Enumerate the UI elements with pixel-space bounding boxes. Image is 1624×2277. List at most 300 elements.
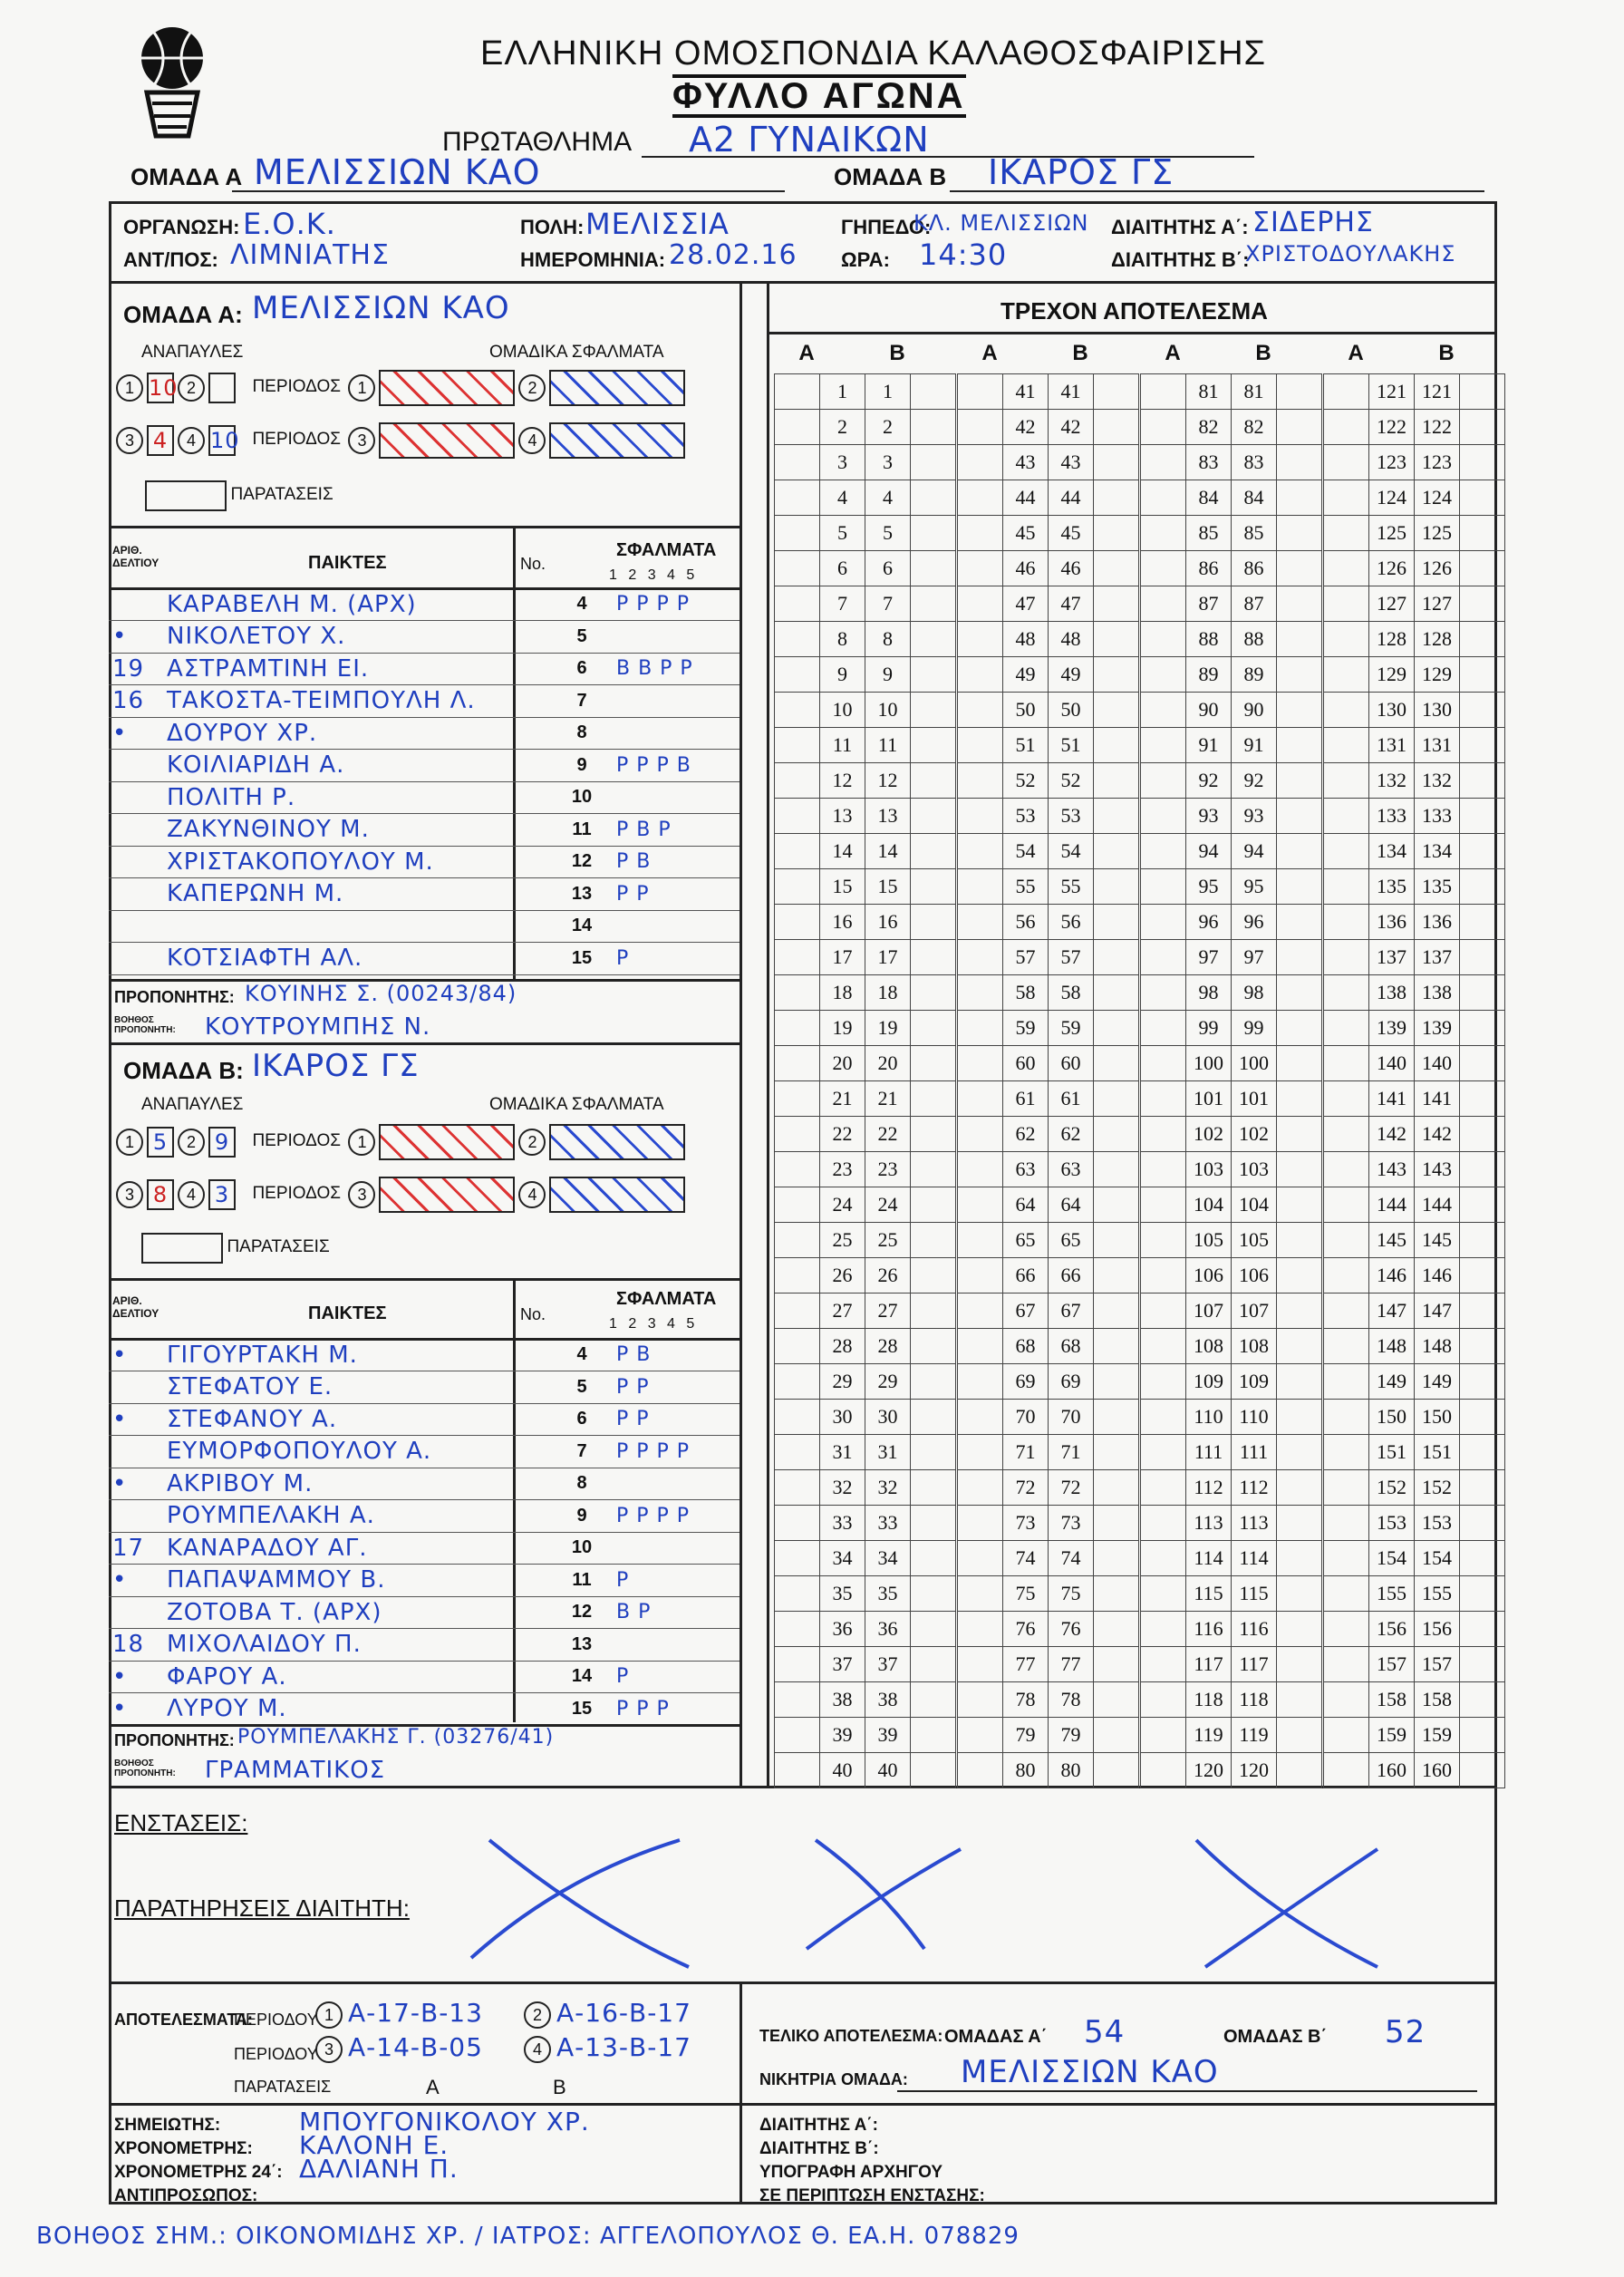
score-cell: 37 [865,1647,911,1682]
score-cell: 142 [1369,1117,1415,1152]
score-cell [1277,1152,1322,1187]
score-cell [1324,1718,1369,1753]
score-cell [911,1258,956,1294]
score-cell [1094,1152,1139,1187]
team-b-timeouts-label: ΑΝΑΠΑΥΛΕΣ [141,1095,244,1114]
score-cell [1277,1011,1322,1046]
score-cell: 80 [1003,1753,1049,1788]
player-number: 9 [576,1505,587,1526]
results-p1: Α-17-Β-13 [348,1998,483,2028]
score-cell [958,622,1003,657]
footer-note: ΒΟΗΘΟΣ ΣΗΜ.: ΟΙΚΟΝΟΜΙΔΗΣ ΧΡ. / ΙΑΤΡΟΣ: ΑΓΓΕΛΟΠΟΥΛΟΣ Θ. ΕΑ.Η. 078829 [36,2223,1020,2250]
score-cell: 31 [865,1435,911,1470]
score-cell [1277,763,1322,799]
score-cell: 39 [820,1718,865,1753]
team-a-coach-label: ΠΡΟΠΟΝΗΤΗΣ: [114,988,235,1006]
player-name: ΚΑΝΑΡΑΔΟΥ ΑΓ. [167,1534,368,1562]
score-cell [911,1682,956,1718]
player-fouls: P [616,946,630,970]
score-cell [911,1364,956,1400]
score-cell: 29 [820,1364,865,1400]
score-cell: 72 [1003,1470,1049,1506]
score-cell: 4 [865,480,911,516]
player-fouls: P P P B [616,753,691,777]
score-cell: 85 [1186,516,1232,551]
score-cell [1094,1364,1139,1400]
score-cell [958,374,1003,410]
player-licence: 16 [112,687,145,714]
score-cell: 18 [865,975,911,1011]
score-cell: 142 [1415,1117,1460,1152]
score-cell [1460,1435,1505,1470]
score-cell: 126 [1369,551,1415,586]
score-cell: 51 [1049,728,1094,763]
score-col-a: Α [981,341,998,365]
scorer-value: ΜΠΟΥΓΟΝΙΚΟΛΟΥ ΧΡ. [299,2107,590,2137]
score-cell [1094,1329,1139,1364]
score-cell [1460,1187,1505,1223]
score-cell: 157 [1415,1647,1460,1682]
score-cell [1324,1435,1369,1470]
timer24-value: ΔΑΛΙΑΝΗ Π. [299,2154,459,2184]
score-cell [775,1364,820,1400]
score-cell: 42 [1003,410,1049,445]
score-cell: 122 [1415,410,1460,445]
score-cell [911,586,956,622]
score-cell: 119 [1232,1718,1277,1753]
score-cell [911,1541,956,1576]
score-cell: 91 [1186,728,1232,763]
score-cell: 112 [1186,1470,1232,1506]
score-cell [1460,1647,1505,1682]
score-cell: 11 [865,728,911,763]
score-cell [1277,1046,1322,1081]
score-cell: 10 [865,693,911,728]
score-cell: 47 [1049,586,1094,622]
score-cell: 115 [1186,1576,1232,1612]
score-cell: 146 [1415,1258,1460,1294]
score-cell: 69 [1049,1364,1094,1400]
score-cell [1141,799,1186,834]
score-cell [1094,1506,1139,1541]
team-a-col-no: No. [520,555,546,573]
timer24-label: ΧΡΟΝΟΜΕΤΡΗΣ 24΄: [114,2163,283,2182]
score-cell: 1 [820,374,865,410]
score-cell [958,445,1003,480]
score-cell [1094,1612,1139,1647]
score-cell [775,1081,820,1117]
score-cell: 50 [1003,693,1049,728]
score-cell: 136 [1415,905,1460,940]
score-cell: 159 [1415,1718,1460,1753]
score-cell [1277,480,1322,516]
score-cell: 21 [865,1081,911,1117]
score-cell [1094,1647,1139,1682]
player-number: 6 [576,658,587,678]
score-cell: 7 [865,586,911,622]
score-cell [1460,1117,1505,1152]
player-name: ΖΟΤΟΒΑ Τ. (ΑΡΧ) [167,1598,382,1626]
score-cell: 95 [1186,869,1232,905]
score-cell: 115 [1232,1576,1277,1612]
final-label: ΤΕΛΙΚΟ ΑΠΟΤΕΛΕΣΜΑ: [759,2027,943,2045]
score-cell [1324,1753,1369,1788]
score-cell: 100 [1186,1046,1232,1081]
score-cell [775,1294,820,1329]
score-cell: 120 [1232,1753,1277,1788]
score-cell: 68 [1049,1329,1094,1364]
score-cell [775,975,820,1011]
score-cell: 140 [1369,1046,1415,1081]
player-number: 12 [571,1602,593,1622]
score-cell: 33 [865,1506,911,1541]
score-cell: 93 [1232,799,1277,834]
score-cell: 65 [1049,1223,1094,1258]
score-cell: 109 [1232,1364,1277,1400]
score-cell [1324,975,1369,1011]
score-cell: 73 [1049,1506,1094,1541]
score-cell: 114 [1186,1541,1232,1576]
score-cell [1094,1294,1139,1329]
score-cell: 143 [1415,1152,1460,1187]
score-cell: 19 [820,1011,865,1046]
player-name: ΕΥΜΟΡΦΟΠΟΥΛΟΥ Α. [167,1438,432,1465]
score-cell [1460,1470,1505,1506]
score-cell [1324,1152,1369,1187]
score-cell [1324,693,1369,728]
score-cell [1277,622,1322,657]
score-cell: 20 [820,1046,865,1081]
player-name: ΚΟΤΣΙΑΦΤΗ ΑΛ. [167,945,363,972]
score-cell: 139 [1415,1011,1460,1046]
score-cell [1460,1046,1505,1081]
score-cell: 90 [1232,693,1277,728]
score-cell [1460,410,1505,445]
score-cell [1460,445,1505,480]
score-cell [775,799,820,834]
player-row [112,1597,651,1627]
score-cell [1094,1753,1139,1788]
score-cell: 94 [1232,834,1277,869]
score-cell: 116 [1186,1612,1232,1647]
score-cell: 67 [1003,1294,1049,1329]
score-cell: 16 [865,905,911,940]
final-team-a-score: 54 [1084,2014,1126,2050]
player-row [112,589,690,619]
score-cell: 96 [1186,905,1232,940]
score-cell [911,693,956,728]
score-cell: 83 [1186,445,1232,480]
score-cell [775,940,820,975]
score-cell [1324,869,1369,905]
score-cell: 157 [1369,1647,1415,1682]
court-value: ΚΛ. ΜΕΛΙΣΣΙΩΝ [914,210,1089,236]
player-number: 11 [572,819,592,839]
score-cell [911,374,956,410]
score-cell: 58 [1003,975,1049,1011]
official-rep-label: ΑΝΤΙΠΡΟΣΩΠΟΣ: [114,2186,258,2205]
score-cell: 48 [1003,622,1049,657]
score-cell [1141,1364,1186,1400]
score-cell [1141,374,1186,410]
score-cell [1324,1081,1369,1117]
player-fouls: P P P P [616,1439,691,1463]
score-cell [958,1011,1003,1046]
score-cell: 144 [1415,1187,1460,1223]
score-cell [1324,1046,1369,1081]
player-name: ΣΤΕΦΑΤΟΥ Ε. [167,1373,334,1400]
score-cell [1094,480,1139,516]
score-cell [958,763,1003,799]
score-cell [958,1187,1003,1223]
score-cell: 40 [865,1753,911,1788]
score-cell: 48 [1049,622,1094,657]
player-licence: • [112,1469,128,1497]
score-cell: 74 [1003,1541,1049,1576]
final-team-b-label: ΟΜΑΔΑΣ Β΄ [1223,2027,1328,2047]
score-cell [775,480,820,516]
sign-captain-label: ΥΠΟΓΡΑΦΗ ΑΡΧΗΓΟΥ [759,2163,943,2182]
player-name: ΑΚΡΙΒΟΥ Μ. [167,1469,314,1497]
score-cell: 113 [1232,1506,1277,1541]
team-a-col-licence: ΑΡΙΘ. ΔΕΛΤΙΟΥ [112,544,160,569]
score-cell [911,1718,956,1753]
score-cell: 126 [1415,551,1460,586]
rep-label: ΑΝΤ/ΠΟΣ: [123,248,218,271]
player-fouls: P B [616,850,652,873]
score-cell [775,1046,820,1081]
sign-protest-label: ΣΕ ΠΕΡΙΠΤΩΣΗ ΕΝΣΤΑΣΗΣ: [759,2186,985,2205]
timer-value: ΚΑΛΟΝΗ Ε. [299,2130,450,2160]
team-b-timeouts-row2: 3 8 4 3 ΠΕΡΙΟΔΟΣ 3 4 [112,1177,685,1213]
score-cell [1324,1647,1369,1682]
score-cell: 52 [1003,763,1049,799]
championship-label: ΠΡΩΤΑΘΛΗΜΑ [442,127,633,157]
results-period-label-1: ΠΕΡΙΟΔΟΥ [234,2011,318,2029]
score-cell: 154 [1415,1541,1460,1576]
score-cell [1094,657,1139,693]
score-cell: 2 [865,410,911,445]
score-cell [1277,1576,1322,1612]
player-name: ΦΑΡΟΥ Α. [167,1662,287,1691]
score-cell [1460,1364,1505,1400]
team-b-timeout-3: 8 [147,1179,174,1210]
score-cell [911,975,956,1011]
score-cell [775,1647,820,1682]
player-number: 8 [576,1473,587,1493]
score-cell [1141,622,1186,657]
player-licence: • [112,1405,128,1433]
score-cell [1141,480,1186,516]
score-cell [775,1152,820,1187]
player-number: 10 [571,1537,593,1557]
player-fouls: P B [616,1343,652,1366]
score-cell [911,1576,956,1612]
score-cell [775,693,820,728]
score-cell: 120 [1186,1753,1232,1788]
score-cell [911,480,956,516]
score-cell: 57 [1049,940,1094,975]
score-cell: 58 [1049,975,1094,1011]
score-cell [1324,1329,1369,1364]
federation-logo [127,22,218,140]
score-cell: 7 [820,586,865,622]
score-cell: 121 [1369,374,1415,410]
score-cell: 8 [820,622,865,657]
player-row [112,879,650,909]
score-cell: 73 [1003,1506,1049,1541]
score-cell [911,1506,956,1541]
team-a-asst: ΚΟΥΤΡΟΥΜΠΗΣ Ν. [205,1013,431,1041]
score-cell: 145 [1415,1223,1460,1258]
score-cell [775,728,820,763]
score-cell [1094,940,1139,975]
score-cell [1094,834,1139,869]
score-cell [911,1470,956,1506]
score-cell: 111 [1186,1435,1232,1470]
score-cell: 152 [1415,1470,1460,1506]
score-cell [1277,940,1322,975]
score-cell: 84 [1186,480,1232,516]
score-cell [775,905,820,940]
score-cell [911,1400,956,1435]
score-cell: 84 [1232,480,1277,516]
score-cell: 92 [1232,763,1277,799]
score-cell [1277,410,1322,445]
score-cell: 60 [1003,1046,1049,1081]
player-name: ΠΑΠΑΨΑΜΜΟΥ Β. [167,1566,386,1594]
score-cell [911,1223,956,1258]
score-cell [1141,693,1186,728]
sign-ref2-label: ΔΙΑΙΤΗΤΗΣ Β΄: [759,2139,879,2158]
score-cell [911,940,956,975]
player-name: ΣΤΕΦΑΝΟΥ Α. [167,1405,338,1433]
score-cell [1324,1576,1369,1612]
winner-label: ΝΙΚΗΤΡΙΑ ΟΜΑΔΑ: [759,2070,908,2088]
winner-value: ΜΕΛΙΣΣΙΩΝ ΚΑΟ [961,2054,1219,2090]
score-cell: 136 [1369,905,1415,940]
score-col-b: Β [1072,341,1088,365]
team-b-asst-label: ΒΟΗΘΟΣ ΠΡΟΠΟΝΗΤΗ: [114,1759,176,1778]
score-cell: 22 [865,1117,911,1152]
score-cell [911,1081,956,1117]
score-cell [958,728,1003,763]
score-cell [1094,1117,1139,1152]
score-cell [1094,1223,1139,1258]
score-cell [1277,728,1322,763]
score-cell [1094,763,1139,799]
player-number: 14 [571,1666,593,1686]
results-ot-a: Α [426,2076,440,2098]
score-cell [911,869,956,905]
score-cell [1094,1081,1139,1117]
player-name: ΚΟΙΛΙΑΡΙΔΗ Α. [167,751,345,779]
player-fouls: P P P [616,1697,670,1720]
score-cell: 36 [865,1612,911,1647]
score-cell [958,657,1003,693]
score-cell: 151 [1415,1435,1460,1470]
score-cell [1277,1682,1322,1718]
score-cell: 54 [1049,834,1094,869]
player-row [112,815,672,845]
score-cell: 96 [1232,905,1277,940]
player-row [112,911,616,941]
score-cell [1460,1152,1505,1187]
score-cell [1324,480,1369,516]
score-cell [1460,586,1505,622]
score-cell [1141,1187,1186,1223]
score-cell: 148 [1415,1329,1460,1364]
player-fouls: P P [616,882,650,906]
team-b-label: ΟΜΑΔΑ Β [834,163,947,190]
sign-ref1-label: ΔΙΑΙΤΗΤΗΣ Α΄: [759,2116,878,2135]
score-cell [1094,410,1139,445]
score-cell [958,1329,1003,1364]
score-cell: 71 [1003,1435,1049,1470]
score-cell [1277,799,1322,834]
score-cell [911,1329,956,1364]
score-cell: 81 [1186,374,1232,410]
player-number: 4 [576,1344,587,1364]
score-cell: 64 [1003,1187,1049,1223]
score-cell: 76 [1049,1612,1094,1647]
score-cell [1460,693,1505,728]
score-cell: 134 [1369,834,1415,869]
score-cell: 21 [820,1081,865,1117]
score-cell: 8 [865,622,911,657]
score-cell [1277,551,1322,586]
score-cell: 49 [1049,657,1094,693]
score-cell: 138 [1369,975,1415,1011]
score-cell: 103 [1186,1152,1232,1187]
score-cell: 91 [1232,728,1277,763]
score-cell: 124 [1369,480,1415,516]
score-cell: 125 [1415,516,1460,551]
score-cell [1324,940,1369,975]
score-cell: 132 [1415,763,1460,799]
team-b-timeout-4: 3 [208,1179,236,1210]
score-cell [1094,1718,1139,1753]
score-col-b: Β [889,341,905,365]
score-cell: 118 [1186,1682,1232,1718]
score-cell: 44 [1049,480,1094,516]
score-cell [1094,1541,1139,1576]
score-cell: 1 [865,374,911,410]
score-cell: 22 [820,1117,865,1152]
player-number: 8 [576,722,587,742]
sheet-title: ΦΥΛΛΟ ΑΓΩΝΑ [672,76,966,116]
score-cell [1460,551,1505,586]
score-cell: 83 [1232,445,1277,480]
score-cell [1277,1506,1322,1541]
score-cell: 143 [1369,1152,1415,1187]
score-cell [1460,905,1505,940]
score-cell [1141,869,1186,905]
date-value: 28.02.16 [669,239,798,271]
team-b-timeouts-row1: 1 5 2 9 ΠΕΡΙΟΔΟΣ 1 2 [112,1124,685,1160]
score-cell [958,1364,1003,1400]
score-cell: 62 [1003,1117,1049,1152]
score-cell: 127 [1415,586,1460,622]
score-cell [1324,374,1369,410]
rep-value: ΛΙΜΝΙΑΤΗΣ [230,239,390,271]
score-cell [1277,869,1322,905]
score-cell [1277,1647,1322,1682]
player-fouls: P P [616,1408,650,1430]
score-cell: 39 [865,1718,911,1753]
score-cell: 41 [1003,374,1049,410]
score-cell: 112 [1232,1470,1277,1506]
